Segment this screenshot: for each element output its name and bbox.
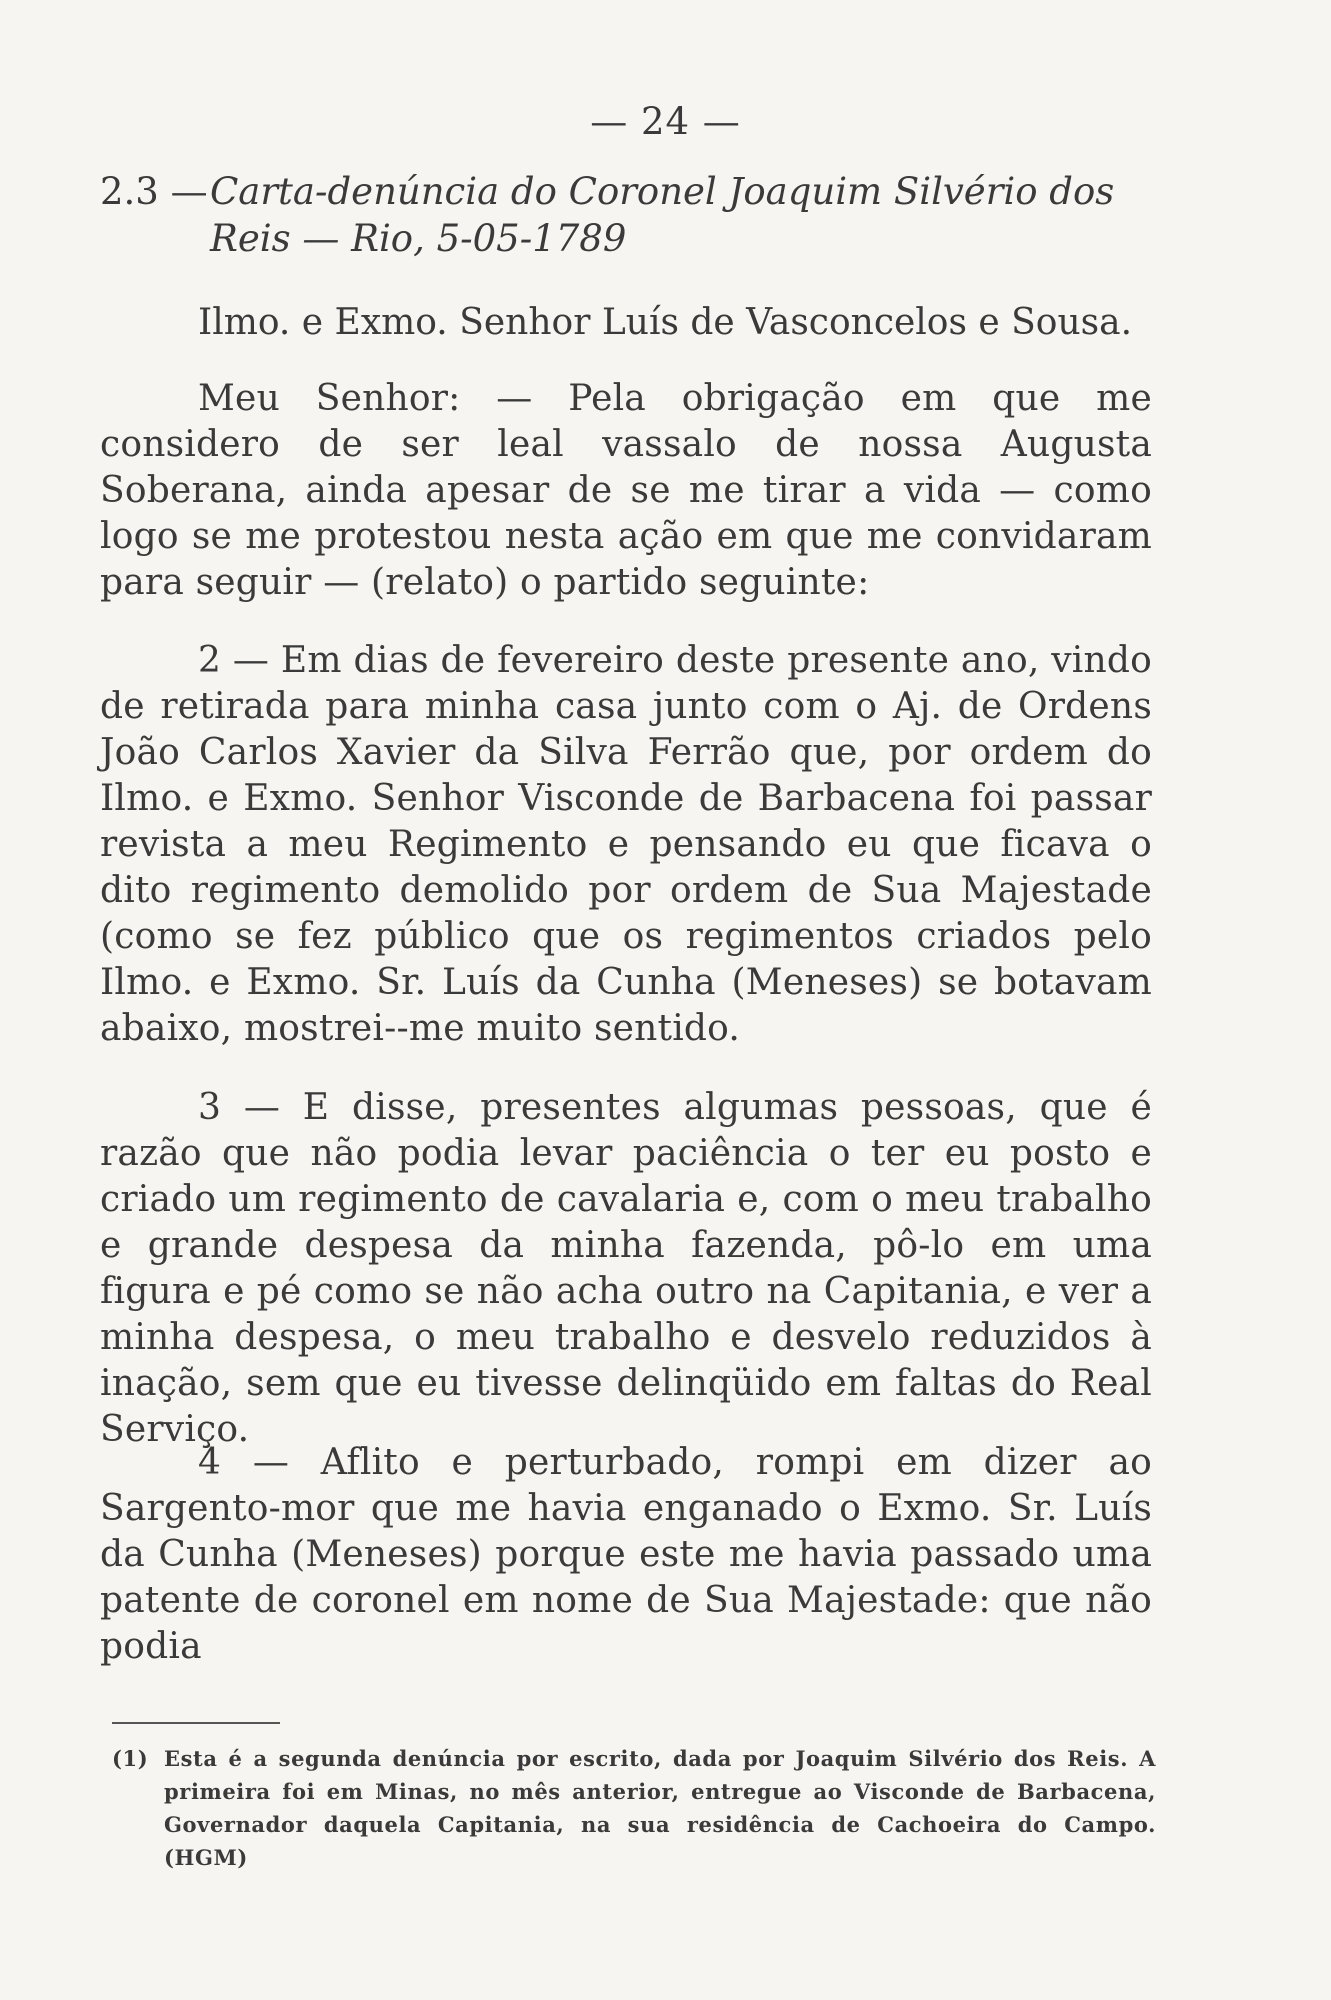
paragraph-4: 4 — Aflito e perturbado, rompi em dizer ao Sargento-mor que me havia enganado o Exmo. Sr. Luís da Cunha (Meneses) porque este me havia passado uma patente de coronel em nome de Sua Majestade: que não podia [100,1442,1152,1667]
section-title-line-2: Reis — Rio, 5-05-1789 [210,217,627,260]
paragraph-3: 3 — E disse, presentes algumas pessoas, que é razão que não podia levar paciência o ter eu posto e criado um regimento de cavalaria e, com o meu trabalho e grande despesa da minha fazenda, pô-lo em uma figura e pé como se não acha outro na Capitania, e ver a minha despesa, o meu trabalho e desvelo reduzidos à inação, sem que eu tivesse delinqüido em faltas do Real Serviço. [100,1087,1152,1450]
footnote [112,1742,1156,1874]
salutation: Ilmo. e Exmo. Senhor Luís de Vasconcelos e Sousa. [198,302,1133,343]
footnote-marker: (1) [112,1746,149,1771]
section-heading [100,168,1160,262]
page-number: — 24 — [590,100,741,143]
paragraph-2: 2 — Em dias de fevereiro deste presente ano, vindo de retirada para minha casa junto com o Aj. de Ordens João Carlos Xavier da Silva Ferrão que, por ordem do Ilmo. e Exmo. Senhor Visconde de Barbacena foi passar revista a meu Regimento e pensando eu que ficava o dito regimento demolido por ordem de Sua Majestade (como se fez público que os regimentos criados pelo Ilmo. e Exmo. Sr. Luís da Cunha (Meneses) se botavam abaixo, mostrei--me muito sentido. [100,640,1152,1049]
footnote-text: Esta é a segunda denúncia por escrito, dada por Joaquim Silvério dos Reis. A primeira foi em Minas, no mês anterior, entregue ao Visconde de Barbacena, Governador daquela Capitania, na sua residência de Cachoeira do Campo. (HGM) [164,1746,1156,1870]
section-number: 2.3 — [100,170,208,213]
footnote-divider [112,1722,280,1724]
heading-line-1 [100,168,1160,215]
paragraph-1: Meu Senhor: — Pela obrigação em que me considero de ser leal vassalo de nossa Augusta Soberana, ainda apesar de se me tirar a vida — como logo se me protestou nesta ação em que me convidaram para seguir — (relato) o partido seguinte: [100,378,1152,603]
section-title-line-1: Carta-denúncia do Coronel Joaquim Silvério dos [210,170,1115,213]
